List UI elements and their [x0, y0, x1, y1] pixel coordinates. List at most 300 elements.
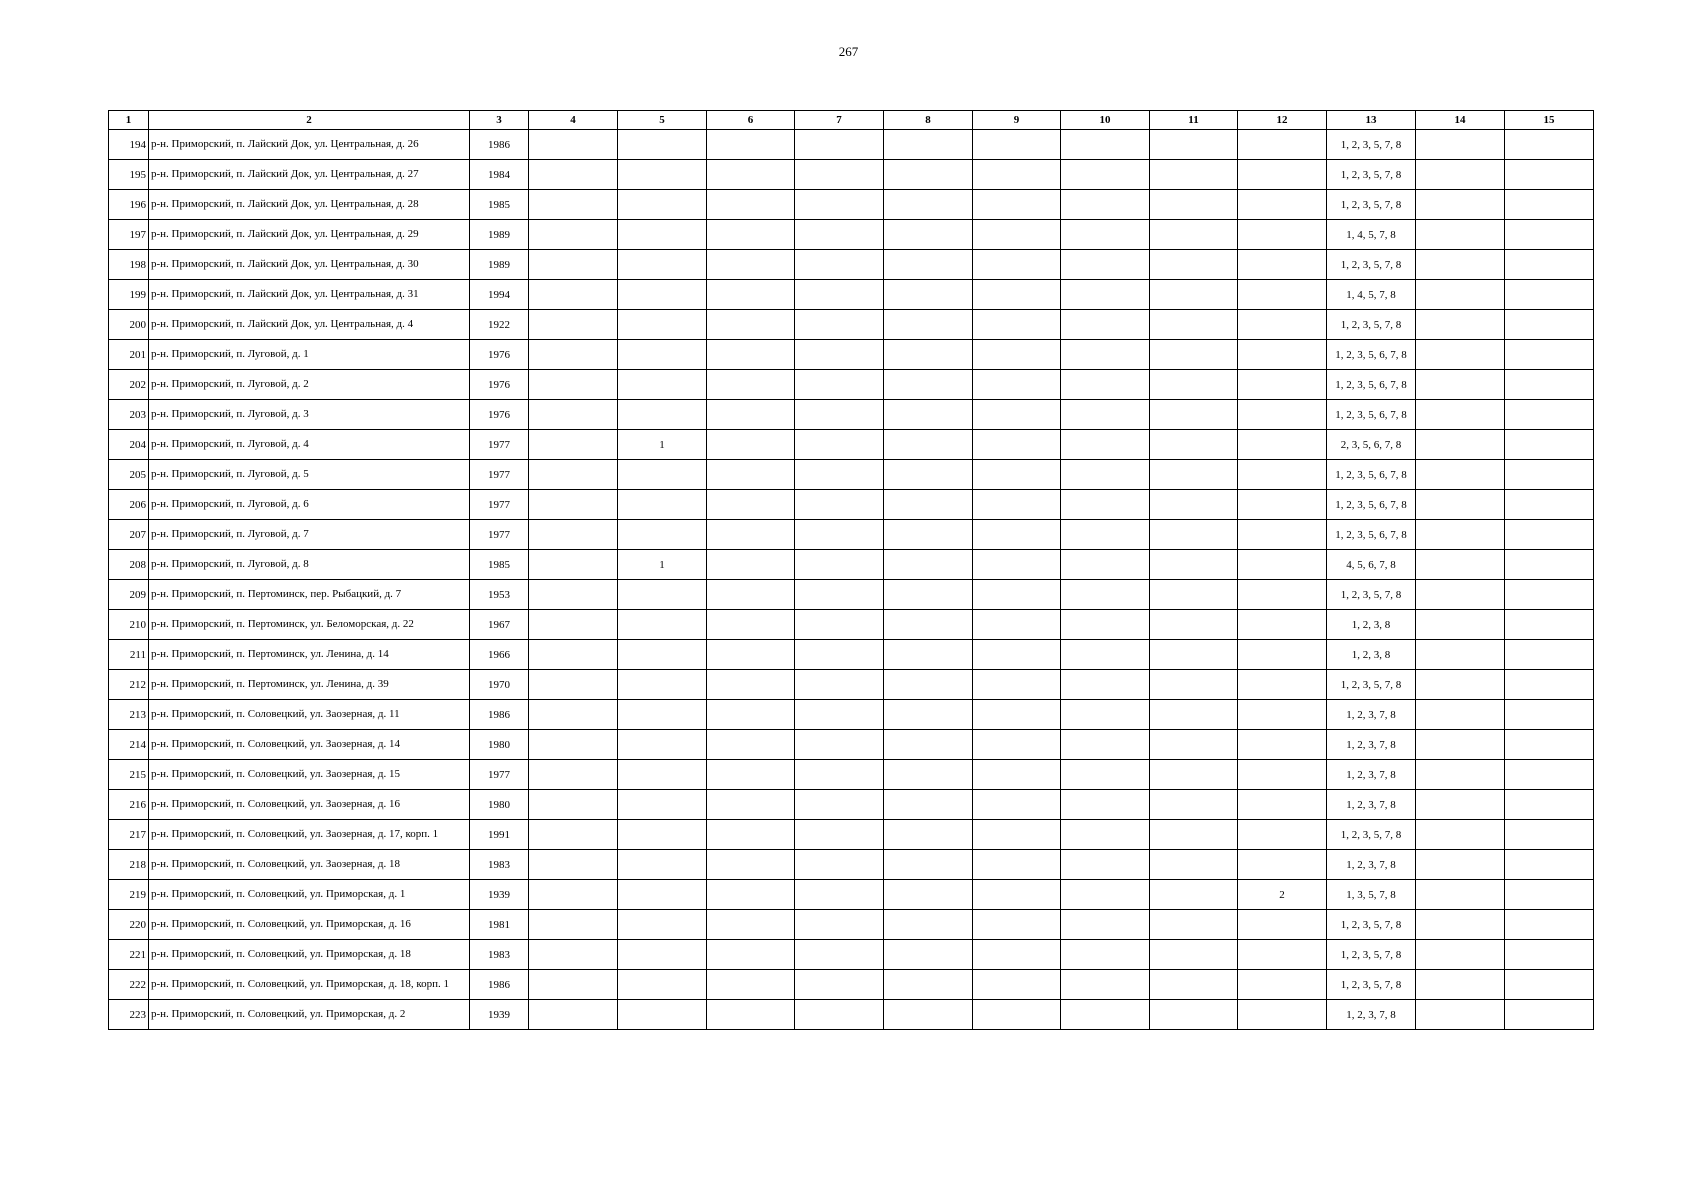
cell-c5	[618, 580, 707, 610]
cell-c10	[1061, 730, 1150, 760]
cell-c8	[884, 850, 973, 880]
cell-c8	[884, 1000, 973, 1030]
cell-c7	[795, 280, 884, 310]
cell-c10	[1061, 490, 1150, 520]
cell-c10	[1061, 670, 1150, 700]
cell-c10	[1061, 370, 1150, 400]
cell-c13: 1, 2, 3, 5, 7, 8	[1327, 190, 1416, 220]
cell-c4	[529, 700, 618, 730]
cell-addr: р-н. Приморский, п. Луговой, д. 3	[149, 400, 470, 430]
cell-num: 197	[109, 220, 149, 250]
cell-c6	[707, 160, 795, 190]
cell-c13: 4, 5, 6, 7, 8	[1327, 550, 1416, 580]
cell-c12	[1238, 520, 1327, 550]
cell-c6	[707, 910, 795, 940]
cell-num: 205	[109, 460, 149, 490]
cell-c8	[884, 160, 973, 190]
cell-c14	[1416, 520, 1505, 550]
cell-c6	[707, 610, 795, 640]
cell-c14	[1416, 790, 1505, 820]
cell-c11	[1150, 760, 1238, 790]
cell-c11	[1150, 340, 1238, 370]
cell-c11	[1150, 160, 1238, 190]
cell-c10	[1061, 220, 1150, 250]
cell-c13: 1, 2, 3, 5, 6, 7, 8	[1327, 370, 1416, 400]
cell-year: 1984	[470, 160, 529, 190]
cell-c9	[973, 790, 1061, 820]
cell-c8	[884, 700, 973, 730]
cell-c8	[884, 670, 973, 700]
cell-c10	[1061, 970, 1150, 1000]
cell-c5	[618, 370, 707, 400]
cell-year: 1977	[470, 760, 529, 790]
cell-c13: 1, 4, 5, 7, 8	[1327, 280, 1416, 310]
cell-c4	[529, 220, 618, 250]
cell-c6	[707, 550, 795, 580]
cell-c13: 1, 2, 3, 5, 6, 7, 8	[1327, 520, 1416, 550]
cell-c12	[1238, 190, 1327, 220]
cell-c9	[973, 310, 1061, 340]
cell-c15	[1505, 370, 1594, 400]
cell-c4	[529, 730, 618, 760]
table-row	[109, 850, 1594, 880]
cell-year: 1953	[470, 580, 529, 610]
cell-c14	[1416, 430, 1505, 460]
cell-c13: 1, 2, 3, 8	[1327, 610, 1416, 640]
cell-c6	[707, 580, 795, 610]
column-header-14: 14	[1416, 111, 1505, 130]
cell-c8	[884, 220, 973, 250]
cell-c12	[1238, 160, 1327, 190]
cell-c12	[1238, 820, 1327, 850]
cell-c8	[884, 370, 973, 400]
cell-c5	[618, 190, 707, 220]
cell-c9	[973, 370, 1061, 400]
cell-year: 1922	[470, 310, 529, 340]
cell-num: 211	[109, 640, 149, 670]
cell-c12	[1238, 130, 1327, 160]
table-row	[109, 460, 1594, 490]
cell-c5	[618, 1000, 707, 1030]
cell-year: 1976	[470, 370, 529, 400]
cell-year: 1970	[470, 670, 529, 700]
cell-c10	[1061, 250, 1150, 280]
cell-c12	[1238, 250, 1327, 280]
cell-c15	[1505, 550, 1594, 580]
cell-c8	[884, 250, 973, 280]
cell-num: 206	[109, 490, 149, 520]
cell-c5	[618, 610, 707, 640]
cell-c9	[973, 190, 1061, 220]
cell-c9	[973, 580, 1061, 610]
cell-num: 207	[109, 520, 149, 550]
cell-c11	[1150, 820, 1238, 850]
cell-c13: 1, 2, 3, 5, 7, 8	[1327, 310, 1416, 340]
table-row	[109, 640, 1594, 670]
cell-addr: р-н. Приморский, п. Луговой, д. 4	[149, 430, 470, 460]
table-row	[109, 520, 1594, 550]
cell-num: 196	[109, 190, 149, 220]
cell-year: 1986	[470, 130, 529, 160]
cell-c4	[529, 1000, 618, 1030]
cell-c13: 1, 2, 3, 5, 7, 8	[1327, 670, 1416, 700]
cell-year: 1983	[470, 850, 529, 880]
cell-c12	[1238, 850, 1327, 880]
cell-addr: р-н. Приморский, п. Лайский Док, ул. Центральная, д. 26	[149, 130, 470, 160]
cell-addr: р-н. Приморский, п. Лайский Док, ул. Центральная, д. 28	[149, 190, 470, 220]
cell-c9	[973, 130, 1061, 160]
cell-c5	[618, 670, 707, 700]
cell-c10	[1061, 160, 1150, 190]
cell-addr: р-н. Приморский, п. Луговой, д. 7	[149, 520, 470, 550]
column-header-8: 8	[884, 111, 973, 130]
cell-c11	[1150, 550, 1238, 580]
cell-year: 1986	[470, 700, 529, 730]
cell-year: 1977	[470, 490, 529, 520]
table-row	[109, 970, 1594, 1000]
cell-c4	[529, 130, 618, 160]
cell-c4	[529, 310, 618, 340]
cell-c11	[1150, 880, 1238, 910]
cell-year: 1966	[470, 640, 529, 670]
cell-c14	[1416, 670, 1505, 700]
cell-c5	[618, 760, 707, 790]
cell-c10	[1061, 460, 1150, 490]
cell-c12	[1238, 610, 1327, 640]
cell-c11	[1150, 250, 1238, 280]
cell-addr: р-н. Приморский, п. Луговой, д. 2	[149, 370, 470, 400]
cell-c8	[884, 610, 973, 640]
cell-addr: р-н. Приморский, п. Луговой, д. 6	[149, 490, 470, 520]
cell-c8	[884, 310, 973, 340]
cell-c13: 1, 2, 3, 5, 6, 7, 8	[1327, 400, 1416, 430]
cell-num: 198	[109, 250, 149, 280]
table-row	[109, 280, 1594, 310]
cell-c4	[529, 340, 618, 370]
cell-c6	[707, 130, 795, 160]
cell-c11	[1150, 460, 1238, 490]
cell-c15	[1505, 760, 1594, 790]
cell-c8	[884, 490, 973, 520]
table-row	[109, 670, 1594, 700]
cell-c7	[795, 340, 884, 370]
cell-c10	[1061, 790, 1150, 820]
cell-c7	[795, 820, 884, 850]
cell-c14	[1416, 160, 1505, 190]
cell-c6	[707, 760, 795, 790]
cell-c15	[1505, 730, 1594, 760]
cell-c6	[707, 850, 795, 880]
cell-c4	[529, 610, 618, 640]
column-header-5: 5	[618, 111, 707, 130]
cell-c7	[795, 490, 884, 520]
cell-c14	[1416, 580, 1505, 610]
cell-c5	[618, 280, 707, 310]
cell-c11	[1150, 310, 1238, 340]
cell-c5	[618, 910, 707, 940]
cell-addr: р-н. Приморский, п. Пертоминск, ул. Ленина, д. 39	[149, 670, 470, 700]
cell-addr: р-н. Приморский, п. Соловецкий, ул. Заозерная, д. 17, корп. 1	[149, 820, 470, 850]
cell-c12	[1238, 970, 1327, 1000]
cell-c15	[1505, 310, 1594, 340]
cell-c11	[1150, 910, 1238, 940]
cell-c4	[529, 790, 618, 820]
cell-c11	[1150, 640, 1238, 670]
cell-c5	[618, 970, 707, 1000]
cell-year: 1977	[470, 460, 529, 490]
cell-c8	[884, 820, 973, 850]
cell-num: 199	[109, 280, 149, 310]
cell-c8	[884, 190, 973, 220]
cell-c4	[529, 490, 618, 520]
cell-c9	[973, 970, 1061, 1000]
cell-addr: р-н. Приморский, п. Соловецкий, ул. Приморская, д. 16	[149, 910, 470, 940]
column-header-13: 13	[1327, 111, 1416, 130]
cell-c11	[1150, 490, 1238, 520]
cell-c10	[1061, 520, 1150, 550]
cell-num: 209	[109, 580, 149, 610]
table-row	[109, 1000, 1594, 1030]
cell-year: 1989	[470, 220, 529, 250]
cell-c12	[1238, 430, 1327, 460]
cell-c13: 1, 2, 3, 5, 6, 7, 8	[1327, 340, 1416, 370]
cell-c11	[1150, 190, 1238, 220]
cell-c5	[618, 400, 707, 430]
cell-addr: р-н. Приморский, п. Лайский Док, ул. Центральная, д. 4	[149, 310, 470, 340]
cell-num: 221	[109, 940, 149, 970]
cell-c6	[707, 940, 795, 970]
cell-c6	[707, 250, 795, 280]
cell-num: 217	[109, 820, 149, 850]
header-row	[109, 111, 1594, 130]
cell-c4	[529, 910, 618, 940]
cell-year: 1967	[470, 610, 529, 640]
cell-c8	[884, 520, 973, 550]
cell-c5	[618, 460, 707, 490]
table-row	[109, 400, 1594, 430]
cell-c14	[1416, 940, 1505, 970]
cell-num: 210	[109, 610, 149, 640]
cell-c5	[618, 850, 707, 880]
cell-c4	[529, 580, 618, 610]
cell-c7	[795, 550, 884, 580]
table-row	[109, 190, 1594, 220]
cell-c5	[618, 310, 707, 340]
cell-c6	[707, 460, 795, 490]
cell-num: 220	[109, 910, 149, 940]
column-header-15: 15	[1505, 111, 1594, 130]
cell-c15	[1505, 160, 1594, 190]
cell-c5	[618, 700, 707, 730]
cell-year: 1976	[470, 400, 529, 430]
table-body	[109, 130, 1594, 1030]
cell-year: 1977	[470, 430, 529, 460]
table-row	[109, 550, 1594, 580]
cell-c9	[973, 430, 1061, 460]
cell-c5	[618, 880, 707, 910]
cell-c15	[1505, 220, 1594, 250]
cell-c15	[1505, 340, 1594, 370]
cell-c7	[795, 220, 884, 250]
cell-c6	[707, 520, 795, 550]
cell-c9	[973, 760, 1061, 790]
cell-c14	[1416, 490, 1505, 520]
cell-c13: 1, 2, 3, 5, 7, 8	[1327, 940, 1416, 970]
cell-c7	[795, 970, 884, 1000]
cell-c4	[529, 970, 618, 1000]
cell-c6	[707, 310, 795, 340]
cell-c14	[1416, 310, 1505, 340]
cell-c7	[795, 790, 884, 820]
cell-year: 1980	[470, 730, 529, 760]
cell-c14	[1416, 550, 1505, 580]
cell-c4	[529, 670, 618, 700]
cell-c13: 1, 2, 3, 5, 7, 8	[1327, 130, 1416, 160]
cell-c12	[1238, 490, 1327, 520]
cell-c15	[1505, 970, 1594, 1000]
cell-c5	[618, 160, 707, 190]
cell-addr: р-н. Приморский, п. Соловецкий, ул. Заозерная, д. 15	[149, 760, 470, 790]
cell-addr: р-н. Приморский, п. Соловецкий, ул. Приморская, д. 1	[149, 880, 470, 910]
cell-num: 222	[109, 970, 149, 1000]
cell-year: 1985	[470, 550, 529, 580]
cell-c7	[795, 760, 884, 790]
cell-c7	[795, 1000, 884, 1030]
column-header-1: 1	[109, 111, 149, 130]
cell-c8	[884, 940, 973, 970]
cell-c15	[1505, 490, 1594, 520]
cell-c7	[795, 940, 884, 970]
cell-c12	[1238, 790, 1327, 820]
cell-c7	[795, 520, 884, 550]
column-header-10: 10	[1061, 111, 1150, 130]
cell-year: 1939	[470, 880, 529, 910]
cell-c13: 1, 2, 3, 5, 7, 8	[1327, 250, 1416, 280]
cell-year: 1986	[470, 970, 529, 1000]
cell-c15	[1505, 850, 1594, 880]
cell-c8	[884, 760, 973, 790]
cell-c11	[1150, 580, 1238, 610]
cell-c9	[973, 670, 1061, 700]
cell-c10	[1061, 310, 1150, 340]
cell-c6	[707, 700, 795, 730]
cell-c7	[795, 880, 884, 910]
cell-addr: р-н. Приморский, п. Соловецкий, ул. Приморская, д. 18, корп. 1	[149, 970, 470, 1000]
cell-c4	[529, 430, 618, 460]
column-header-11: 11	[1150, 111, 1238, 130]
table-row	[109, 610, 1594, 640]
cell-c8	[884, 550, 973, 580]
cell-c15	[1505, 910, 1594, 940]
cell-c15	[1505, 250, 1594, 280]
cell-c10	[1061, 640, 1150, 670]
cell-c4	[529, 460, 618, 490]
cell-c7	[795, 580, 884, 610]
cell-addr: р-н. Приморский, п. Лайский Док, ул. Центральная, д. 27	[149, 160, 470, 190]
cell-c12	[1238, 340, 1327, 370]
table-row	[109, 910, 1594, 940]
cell-c14	[1416, 880, 1505, 910]
cell-c9	[973, 490, 1061, 520]
cell-year: 1983	[470, 940, 529, 970]
cell-c11	[1150, 520, 1238, 550]
cell-c13: 1, 2, 3, 8	[1327, 640, 1416, 670]
cell-c6	[707, 730, 795, 760]
cell-c12	[1238, 730, 1327, 760]
cell-c10	[1061, 820, 1150, 850]
cell-c9	[973, 340, 1061, 370]
cell-c9	[973, 700, 1061, 730]
cell-c12	[1238, 220, 1327, 250]
cell-num: 195	[109, 160, 149, 190]
cell-num: 212	[109, 670, 149, 700]
cell-c7	[795, 250, 884, 280]
cell-c9	[973, 940, 1061, 970]
cell-c13: 1, 2, 3, 5, 6, 7, 8	[1327, 490, 1416, 520]
cell-c4	[529, 370, 618, 400]
table-row	[109, 880, 1594, 910]
cell-c6	[707, 640, 795, 670]
cell-c15	[1505, 940, 1594, 970]
cell-c4	[529, 250, 618, 280]
cell-c13: 1, 2, 3, 7, 8	[1327, 760, 1416, 790]
table-row	[109, 730, 1594, 760]
cell-c9	[973, 850, 1061, 880]
cell-c10	[1061, 1000, 1150, 1030]
cell-c6	[707, 280, 795, 310]
cell-c10	[1061, 610, 1150, 640]
cell-c11	[1150, 610, 1238, 640]
table-row	[109, 940, 1594, 970]
cell-c8	[884, 340, 973, 370]
cell-num: 216	[109, 790, 149, 820]
cell-c14	[1416, 370, 1505, 400]
cell-c4	[529, 520, 618, 550]
table-row	[109, 490, 1594, 520]
cell-addr: р-н. Приморский, п. Соловецкий, ул. Заозерная, д. 16	[149, 790, 470, 820]
table-row	[109, 700, 1594, 730]
cell-c10	[1061, 880, 1150, 910]
cell-c8	[884, 430, 973, 460]
cell-c13: 1, 2, 3, 5, 7, 8	[1327, 820, 1416, 850]
cell-c5	[618, 820, 707, 850]
cell-addr: р-н. Приморский, п. Луговой, д. 1	[149, 340, 470, 370]
cell-c10	[1061, 280, 1150, 310]
cell-c9	[973, 610, 1061, 640]
cell-c8	[884, 730, 973, 760]
page-number: 267	[838, 44, 859, 59]
cell-c14	[1416, 400, 1505, 430]
cell-addr: р-н. Приморский, п. Пертоминск, ул. Беломорская, д. 22	[149, 610, 470, 640]
cell-c12	[1238, 910, 1327, 940]
column-header-3: 3	[470, 111, 529, 130]
cell-c4	[529, 190, 618, 220]
cell-c12	[1238, 700, 1327, 730]
cell-c9	[973, 520, 1061, 550]
cell-c10	[1061, 910, 1150, 940]
cell-num: 214	[109, 730, 149, 760]
cell-c15	[1505, 1000, 1594, 1030]
cell-c9	[973, 160, 1061, 190]
cell-c4	[529, 880, 618, 910]
cell-c14	[1416, 190, 1505, 220]
cell-c13: 1, 2, 3, 7, 8	[1327, 850, 1416, 880]
cell-c5	[618, 790, 707, 820]
cell-c15	[1505, 460, 1594, 490]
cell-c5	[618, 490, 707, 520]
cell-c15	[1505, 430, 1594, 460]
cell-c13: 1, 2, 3, 7, 8	[1327, 730, 1416, 760]
